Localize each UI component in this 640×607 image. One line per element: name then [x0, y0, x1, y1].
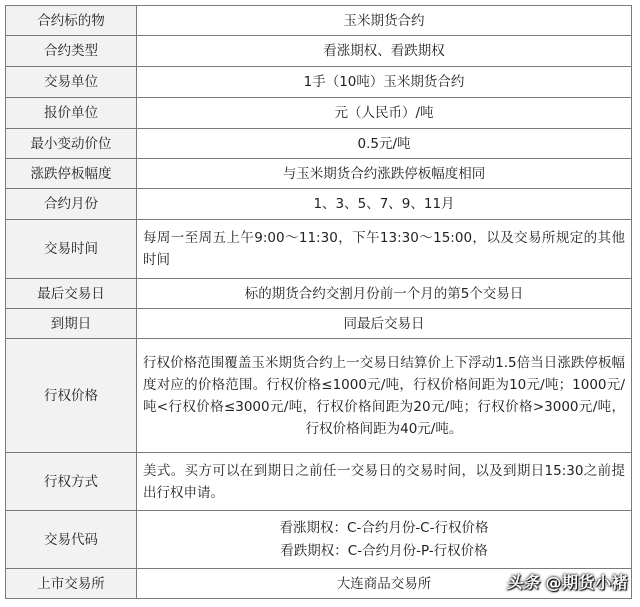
row-value: 每周一至周五上午9:00～11:30，下午13:30～15:00，以及交易所规定的其他时间: [137, 220, 632, 279]
row-value: 行权价格范围覆盖玉米期货合约上一交易日结算价上下浮动1.5倍当日涨跌停板幅度对应的价格范围。行权价格≤1000元/吨，行权价格间距为10元/吨；1000元/吨<行权价格≤3000元/吨，行权价格间距为20元/吨；行权价格>3000元/吨，行权价格间距为40元/吨。: [137, 339, 632, 453]
row-value: 0.5元/吨: [137, 129, 632, 159]
table-row: [6, 6, 632, 36]
row-value: 同最后交易日: [137, 309, 632, 339]
row-value: 与玉米期货合约涨跌停板幅度相同: [137, 159, 632, 189]
row-label: 到期日: [6, 309, 137, 339]
table-row: [6, 189, 632, 220]
row-label: 交易代码: [6, 511, 137, 569]
row-label: 合约月份: [6, 189, 137, 220]
table-row: [6, 36, 632, 67]
table-row: [6, 339, 632, 453]
row-value: 美式。买方可以在到期日之前任一交易日的交易时间，以及到期日15:30之前提出行权申请。: [137, 453, 632, 511]
trading-code-call: 看涨期权：C-合约月份-C-行权价格: [279, 519, 489, 536]
row-label: 交易时间: [6, 220, 137, 279]
row-label: 交易单位: [6, 67, 137, 98]
row-label: 最小变动价位: [6, 129, 137, 159]
table-row: [6, 309, 632, 339]
row-label: 行权价格: [6, 339, 137, 453]
table-row: [6, 453, 632, 511]
table-row: [6, 220, 632, 279]
row-value: 大连商品交易所: [137, 569, 632, 599]
contract-spec-table: [5, 5, 632, 599]
row-label: 报价单位: [6, 98, 137, 129]
table-row: [6, 67, 632, 98]
row-label: 最后交易日: [6, 279, 137, 309]
table-row: [6, 511, 632, 569]
table-row: [6, 98, 632, 129]
table-row: [6, 279, 632, 309]
row-label: 行权方式: [6, 453, 137, 511]
row-label: 合约类型: [6, 36, 137, 67]
table-row: [6, 159, 632, 189]
watermark-text: @期货小褚: [545, 573, 628, 592]
watermark-logo: 头条: [506, 573, 540, 592]
row-value: 元（人民币）/吨: [137, 98, 632, 129]
table-row: [6, 129, 632, 159]
row-value: 1手（10吨）玉米期货合约: [137, 67, 632, 98]
row-label: 上市交易所: [6, 569, 137, 599]
row-value: 玉米期货合约: [137, 6, 632, 36]
row-label: 合约标的物: [6, 6, 137, 36]
trading-code-put: 看跌期权：C-合约月份-P-行权价格: [280, 542, 488, 559]
row-value: [137, 511, 632, 569]
watermark: [506, 570, 628, 593]
row-value: 看涨期权、看跌期权: [137, 36, 632, 67]
row-value: 标的期货合约交割月份前一个月的第5个交易日: [137, 279, 632, 309]
row-value: 1、3、5、7、9、11月: [137, 189, 632, 220]
row-label: 涨跌停板幅度: [6, 159, 137, 189]
